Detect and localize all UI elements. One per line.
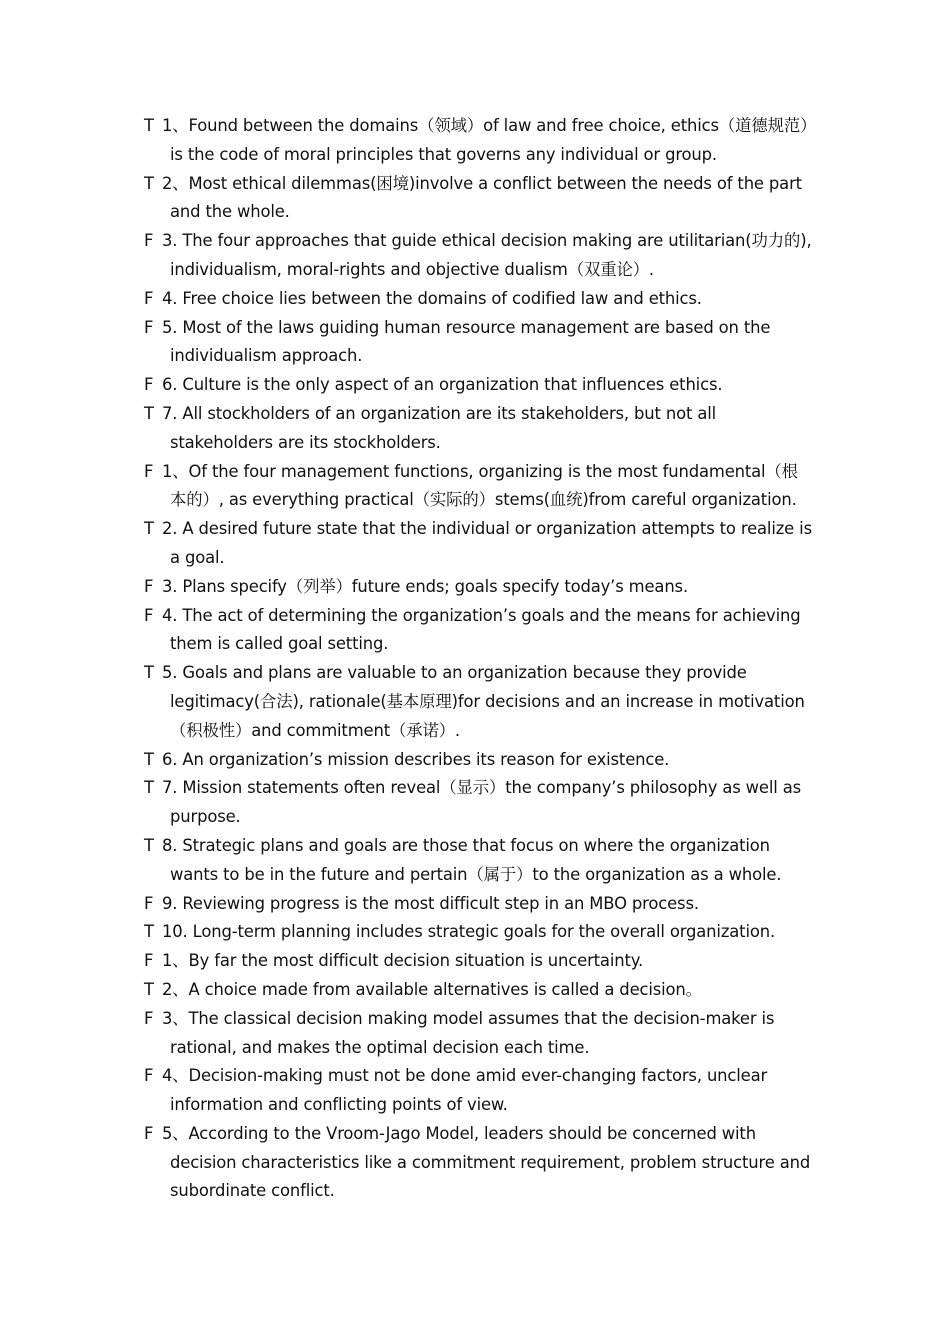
question-text: 4. Free choice lies between the domains of codified law and ethics.: [162, 288, 702, 308]
list-item: [144, 890, 812, 919]
answer-mark: T: [144, 519, 154, 539]
list-item: [144, 832, 812, 890]
question-text: 6. Culture is the only aspect of an organization that influences ethics.: [162, 375, 723, 395]
question-text: 10. Long-term planning includes strategic goals for the overall organization.: [162, 922, 776, 942]
list-item: [144, 371, 812, 400]
answer-mark: F: [144, 1123, 154, 1143]
list-item: [144, 746, 812, 775]
question-text: 1、Of the four management functions, organizing is the most fundamental（根本的）, as everything practical（实际的）stems(血统)from careful organization.: [162, 461, 798, 510]
answer-mark: F: [144, 1008, 154, 1028]
answer-mark: F: [144, 605, 154, 625]
list-item: [144, 602, 812, 660]
list-item: [144, 285, 812, 314]
answer-mark: F: [144, 576, 154, 596]
list-item: [144, 1005, 812, 1063]
answer-mark: F: [144, 951, 154, 971]
answer-mark: T: [144, 778, 154, 798]
answer-mark: F: [144, 288, 154, 308]
question-text: 9. Reviewing progress is the most difficult step in an MBO process.: [162, 893, 699, 913]
question-text: 5. Goals and plans are valuable to an organization because they provide legitimacy(合法), rationale(基本原理)for decisions and an increase in motivation（积极性）and commitment（承诺）.: [162, 663, 805, 740]
question-text: 2、A choice made from available alternatives is called a decision。: [162, 979, 702, 999]
list-item: [144, 458, 812, 516]
answer-mark: F: [144, 893, 154, 913]
answer-mark: T: [144, 922, 154, 942]
list-item: [144, 976, 812, 1005]
question-text: 1、Found between the domains（领域）of law and free choice, ethics（道德规范）is the code of moral principles that governs any individual or group.: [162, 116, 809, 164]
list-item: [144, 573, 812, 602]
list-item: [144, 227, 812, 285]
answer-mark: F: [144, 231, 154, 251]
list-item: [144, 170, 812, 228]
question-text: 4. The act of determining the organization’s goals and the means for achieving them is called goal setting.: [162, 605, 801, 654]
question-text: 5. Most of the laws guiding human resource management are based on the individualism approach.: [162, 317, 771, 366]
answer-mark: F: [144, 1066, 154, 1086]
question-text: 5、According to the Vroom-Jago Model, leaders should be concerned with decision characteristics like a commitment requirement, problem structure and subordinate conflict.: [162, 1123, 811, 1201]
list-item: [144, 314, 812, 372]
answer-mark: T: [144, 749, 154, 769]
question-text: 8. Strategic plans and goals are those that focus on where the organization wants to be in the future and pertain（属于）to the organization as a whole.: [162, 835, 782, 884]
list-item: [144, 918, 812, 947]
answer-mark: F: [144, 375, 154, 395]
list-item: [144, 112, 812, 170]
question-text: 4、Decision-making must not be done amid ever-changing factors, unclear information and conflicting points of view.: [162, 1066, 768, 1115]
answer-mark: T: [144, 173, 154, 193]
question-text: 6. An organization’s mission describes its reason for existence.: [162, 749, 670, 769]
answer-mark: T: [144, 979, 154, 999]
question-text: 3. Plans specify（列举）future ends; goals specify today’s means.: [162, 576, 689, 596]
list-item: [144, 947, 812, 976]
question-text: 2、Most ethical dilemmas(困境)involve a conflict between the needs of the part and the whole.: [162, 173, 802, 222]
question-text: 7. Mission statements often reveal（显示）the company’s philosophy as well as purpose.: [162, 778, 802, 827]
question-text: 1、By far the most difficult decision situation is uncertainty.: [162, 951, 644, 971]
list-item: [144, 1062, 812, 1120]
answer-mark: F: [144, 461, 154, 481]
list-item: [144, 659, 812, 745]
list-item: [144, 1120, 812, 1206]
list-item: [144, 515, 812, 573]
question-text: 2. A desired future state that the individual or organization attempts to realize is a goal.: [162, 519, 812, 567]
answer-mark: T: [144, 116, 154, 135]
question-text: 3. The four approaches that guide ethical decision making are utilitarian(功力的), individualism, moral-rights and objective dualism（双重论）.: [162, 231, 812, 279]
answer-mark: T: [144, 403, 154, 423]
list-item: [144, 400, 812, 458]
list-item: [144, 774, 812, 832]
answer-mark: T: [144, 835, 154, 855]
question-list: [144, 112, 812, 1206]
question-text: 7. All stockholders of an organization are its stakeholders, but not all stakeholders are its stockholders.: [162, 403, 717, 452]
question-text: 3、The classical decision making model assumes that the decision-maker is rational, and makes the optimal decision each time.: [162, 1008, 775, 1057]
answer-mark: F: [144, 317, 154, 337]
answer-mark: T: [144, 663, 154, 683]
